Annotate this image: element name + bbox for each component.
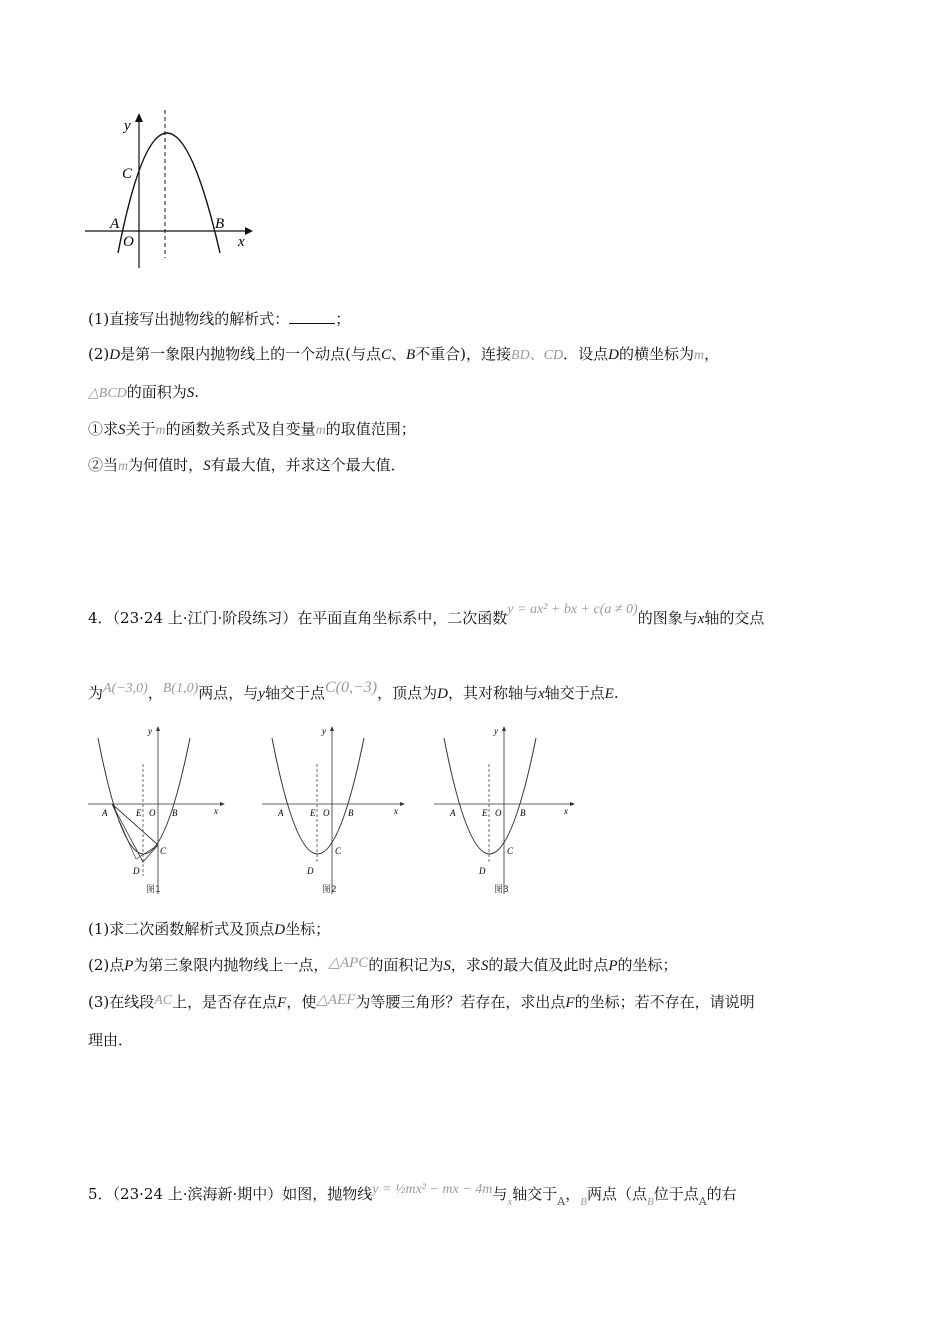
text-span: ；	[335, 310, 351, 328]
text-span: B	[646, 1196, 654, 1208]
text-span: A	[102, 808, 108, 818]
text-span: E	[482, 808, 488, 818]
text-span: E	[136, 808, 142, 818]
parabola-curve-1	[98, 738, 190, 854]
text-span: 的最大值及此时点	[488, 956, 609, 974]
text-span: m	[118, 459, 129, 474]
text-span: 的右	[706, 1185, 737, 1203]
text-span: D	[133, 866, 140, 876]
text-span: D	[274, 922, 286, 938]
q4-part1	[88, 919, 330, 940]
math-point-A: A(−3,0)	[103, 681, 148, 696]
q4-stem-line2	[88, 679, 619, 705]
math-triangle-bcd: △BCD	[88, 386, 127, 401]
q4-stem-line1	[88, 602, 765, 630]
math-point-C: C(0,−3)	[324, 679, 378, 696]
q3-sub2	[88, 455, 406, 477]
text-span: 轴交于	[512, 1185, 558, 1203]
text-span: D	[437, 686, 448, 702]
answer-blank	[289, 309, 335, 324]
text-span: D	[479, 866, 486, 876]
math-quadratic: y = ax² + bx + c(a ≠ 0)	[507, 602, 638, 617]
text-span: 两点（点	[586, 1185, 647, 1203]
text-span: y	[258, 686, 265, 702]
y-axis-arrow	[135, 113, 143, 122]
text-span: x	[394, 806, 398, 816]
text-span: x	[537, 686, 545, 702]
q4-figure-3	[432, 724, 582, 899]
text-span: x	[697, 611, 705, 627]
text-span: 理由．	[88, 1031, 134, 1049]
text-span: 两点，与	[198, 684, 259, 702]
text-span: B	[580, 1196, 587, 1208]
math-point-B: B(1,0)	[162, 681, 199, 696]
text-span: A	[278, 808, 284, 818]
text-span: C	[335, 846, 342, 856]
text-span: S	[443, 958, 451, 974]
q3-part2-line1	[88, 344, 719, 366]
text-span: ，其对称轴与	[447, 684, 538, 702]
text-span: (3)在线段	[88, 993, 155, 1011]
text-span: B	[348, 808, 354, 818]
text-span: 5．（23·24 上·滨海新·期中）如图，抛物线	[88, 1185, 373, 1203]
text-span: 的面积记为	[368, 956, 444, 974]
figure-caption: 图2	[322, 885, 337, 895]
text-span: (2)	[88, 345, 110, 363]
text-span: P	[608, 958, 618, 974]
text-span: ，	[147, 684, 163, 702]
text-span: O	[323, 808, 330, 818]
label-C: C	[122, 166, 133, 182]
text-span: 不重合)，连接	[415, 345, 512, 363]
text-span: 位于点	[653, 1185, 699, 1203]
text-span: A	[698, 1195, 707, 1208]
text-span: y	[148, 726, 152, 736]
text-span: ①求	[88, 420, 119, 438]
parabola-curve-3	[444, 738, 536, 854]
text-span: S	[203, 458, 211, 474]
text-span: 的图象与	[637, 609, 698, 627]
text-span: .	[194, 383, 200, 401]
text-span: 的面积为	[126, 383, 187, 401]
text-span: 为何值时，	[128, 456, 204, 474]
text-span: 的坐标；	[617, 956, 678, 974]
q3-sub1	[88, 419, 416, 441]
q4-figure-2	[260, 724, 410, 899]
text-span: ，	[565, 1185, 581, 1203]
text-span: y	[322, 726, 326, 736]
text-span: B	[520, 808, 526, 818]
text-span: 轴的交点	[704, 609, 765, 627]
text-span: A	[450, 808, 456, 818]
text-span: P	[124, 958, 134, 974]
q4-part3-line2	[88, 1030, 133, 1050]
text-span: 的坐标；若不存在，请说明	[574, 993, 755, 1011]
text-span: x	[507, 1196, 513, 1208]
label-x: x	[238, 234, 245, 250]
text-span: S	[186, 385, 195, 401]
text-span: 的横坐标为	[619, 345, 695, 363]
text-span: O	[495, 808, 502, 818]
text-span: E	[310, 808, 316, 818]
text-span: D	[307, 866, 314, 876]
label-B: B	[215, 216, 225, 232]
q3-part1	[88, 309, 350, 329]
text-span: (1)求二次函数解析式及顶点	[88, 920, 275, 938]
text-span: F	[565, 995, 575, 1011]
math-triangle-apc: △APC	[328, 955, 369, 971]
top-parabola-graph	[80, 108, 260, 273]
text-span: 与	[492, 1185, 508, 1203]
text-span: ，	[704, 345, 720, 363]
math-bd-cd: BD、CD	[511, 348, 564, 363]
text-span: 4．（23·24 上·江门·阶段练习）在平面直角坐标系中，二次函数	[88, 609, 508, 627]
text-span: D	[608, 347, 619, 363]
text-span: S	[480, 958, 489, 974]
text-span: AC	[154, 993, 173, 1008]
q4-part2	[88, 955, 678, 976]
text-span: (2)点	[88, 956, 125, 974]
text-span: 轴交于点	[544, 684, 605, 702]
q3-part2-line2	[88, 382, 199, 404]
text-span: .	[613, 684, 619, 702]
text-span: 有最大值，并求这个最大值．	[210, 456, 406, 474]
text-span: (1)直接写出抛物线的解析式：	[88, 310, 290, 328]
text-span: C	[160, 846, 167, 856]
text-span: ②当	[88, 456, 119, 474]
text-span: B	[405, 347, 416, 363]
label-O: O	[123, 234, 134, 250]
math-triangle-aef: △AEF	[316, 992, 356, 1008]
text-span: 、	[390, 345, 406, 363]
text-span: 是第一象限内抛物线上的一个动点(与点	[120, 345, 381, 363]
text-span: S	[118, 422, 126, 438]
text-span: F	[277, 995, 287, 1011]
text-span: B	[172, 808, 178, 818]
x-axis-arrow	[245, 227, 253, 235]
text-span: 轴交于点	[264, 684, 325, 702]
text-span: x	[214, 806, 218, 816]
text-span: C	[380, 347, 391, 363]
text-span: E	[604, 686, 614, 702]
text-span: x	[564, 806, 568, 816]
text-span: ，顶点为	[377, 684, 438, 702]
text-span: 为等腰三角形？若存在，求出点	[355, 993, 566, 1011]
text-span: 坐标；	[285, 920, 331, 938]
label-A: A	[110, 216, 120, 232]
text-span: ，求	[450, 956, 481, 974]
text-span: A	[557, 1195, 566, 1208]
parabola-curve-2	[272, 738, 364, 854]
text-span: 的函数关系式及自变量	[165, 420, 316, 438]
text-span: m	[694, 348, 705, 363]
text-span: y	[494, 726, 498, 736]
text-span: ，使	[286, 993, 317, 1011]
text-span: D	[109, 347, 121, 363]
text-span: 的取值范围；	[325, 420, 416, 438]
q4-figure-1	[86, 724, 232, 899]
text-span: ．设点	[563, 345, 609, 363]
figure-caption: 图3	[494, 885, 509, 895]
text-span: m	[155, 423, 166, 438]
text-span: O	[149, 808, 156, 818]
text-span: m	[315, 423, 326, 438]
text-span: 为第三象限内抛物线上一点，	[133, 956, 329, 974]
text-span: 上，是否存在点	[172, 993, 278, 1011]
text-span: 为	[88, 684, 104, 702]
q4-part3-line1	[88, 992, 755, 1014]
figure-caption: 图1	[146, 885, 161, 895]
q5-stem-line1	[88, 1184, 737, 1206]
label-y: y	[124, 118, 131, 134]
text-span: C	[507, 846, 514, 856]
text-span: 关于	[125, 420, 156, 438]
math-parabola-q5: y = ½mx² − mx − 4m	[372, 1182, 493, 1197]
